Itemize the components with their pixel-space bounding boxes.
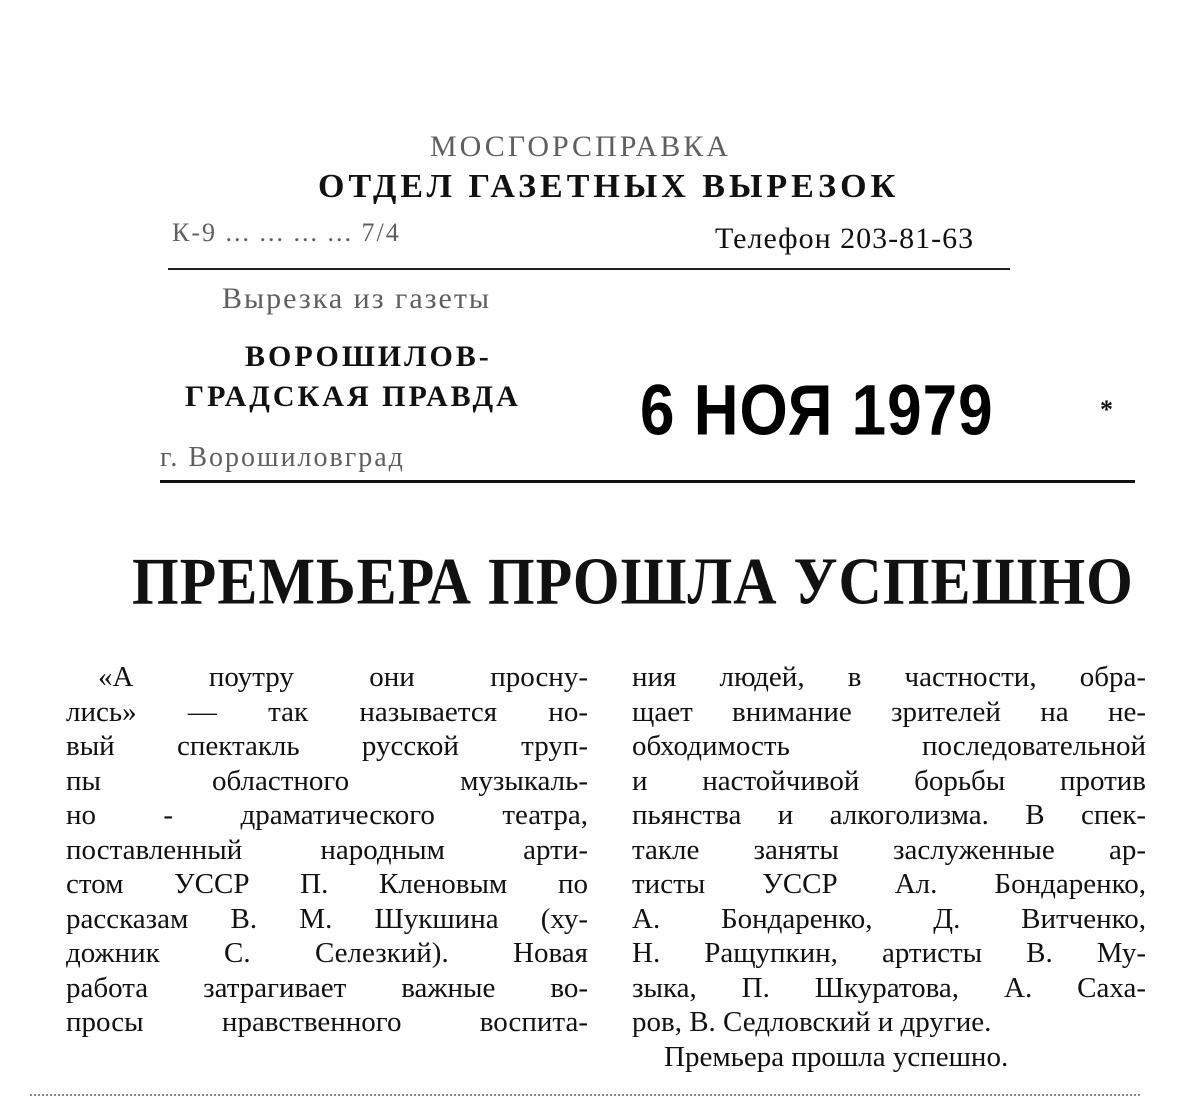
stamp-mark: * — [1100, 395, 1113, 424]
newspaper-city: г. Ворошиловград — [160, 442, 405, 473]
article-column-right — [632, 660, 1146, 1074]
article-column-left — [66, 660, 588, 1040]
article-line: стом УССР П. Кленовым по — [66, 868, 588, 900]
header-divider — [168, 268, 1010, 270]
article-line: щает внимание зрителей на не- — [632, 695, 1146, 728]
article-line: но - драматического театра, — [66, 799, 588, 831]
article-line: тисты УССР Ал. Бондаренко, — [632, 868, 1146, 900]
article-line: Н. Ращупкин, артисты В. Му- — [632, 937, 1146, 969]
article-line: пы областного музыкаль- — [66, 764, 588, 797]
article-line: работа затрагивает важные во- — [66, 971, 588, 1004]
agency-name: МОСГОРСПРАВКА — [430, 130, 731, 163]
date-stamp: 6 НОЯ 1979 — [640, 371, 994, 451]
article-line: «А поутру они просну- — [98, 661, 588, 693]
article-line: просы нравственного воспита- — [66, 1006, 588, 1038]
article-line: обходимость последовательной — [632, 730, 1146, 762]
article-line: А. Бондаренко, Д. Витченко, — [632, 902, 1146, 935]
article-line: пьянства и алкоголизма. В спек- — [632, 799, 1146, 831]
newspaper-name-line1: ВОРОШИЛОВ- — [245, 340, 492, 373]
article-line: лись» — так называется но- — [66, 695, 588, 728]
article-line: дожник С. Селезкий). Новая — [66, 937, 588, 969]
article-line: ров, В. Седловский и другие. — [632, 1006, 992, 1038]
agency-address: К-9 ... ... ... ... 7/4 — [172, 218, 401, 247]
article-line: такле заняты заслуженные ар- — [632, 833, 1146, 866]
footer-divider — [30, 1094, 1140, 1096]
masthead-divider — [160, 480, 1135, 483]
article-line: рассказам В. М. Шукшина (ху- — [66, 902, 588, 935]
article-line: ния людей, в частности, обра- — [632, 661, 1146, 693]
agency-phone: Телефон 203-81-63 — [715, 222, 975, 255]
cut-from-label: Вырезка из газеты — [222, 282, 492, 315]
department-title: ОТДЕЛ ГАЗЕТНЫХ ВЫРЕЗОК — [318, 168, 900, 205]
newspaper-name-line2: ГРАДСКАЯ ПРАВДА — [185, 380, 521, 413]
article-line: и настойчивой борьбы против — [632, 764, 1146, 797]
article-closing-line: Премьера прошла успешно. — [664, 1040, 1009, 1073]
article-line: поставленный народным арти- — [66, 833, 588, 866]
article-headline: ПРЕМЬЕРА ПРОШЛА УСПЕШНО — [132, 544, 1134, 619]
article-line: зыка, П. Шкуратова, А. Саха- — [632, 971, 1146, 1004]
article-line: вый спектакль русской труп- — [66, 730, 588, 762]
